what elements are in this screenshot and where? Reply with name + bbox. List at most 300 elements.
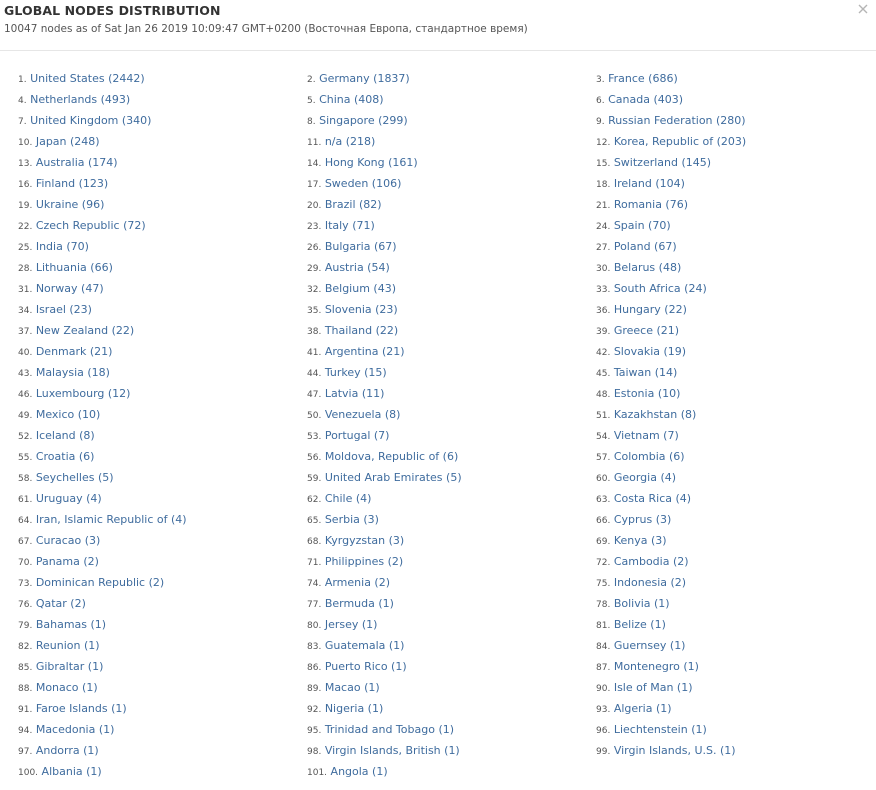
- list-row: [0, 299, 876, 320]
- list-item-rank: 18.: [596, 180, 611, 190]
- country-link[interactable]: Vietnam (7): [613, 429, 679, 442]
- country-link[interactable]: Slovakia (19): [613, 345, 687, 358]
- list-item-rank: 87.: [596, 663, 611, 673]
- list-item: [596, 593, 670, 616]
- list-item-rank: 27.: [596, 243, 611, 253]
- list-item-rank: 83.: [307, 642, 322, 652]
- list-item-rank: 57.: [596, 453, 611, 463]
- country-link[interactable]: Norway (47): [35, 282, 104, 295]
- country-link[interactable]: Spain (70): [613, 219, 671, 232]
- list-item: [307, 677, 380, 700]
- list-item: [307, 68, 410, 91]
- list-item: [18, 89, 130, 112]
- close-icon[interactable]: [857, 3, 869, 15]
- list-row: [0, 383, 876, 404]
- list-item: [18, 404, 100, 427]
- country-link[interactable]: Finland (123): [35, 177, 109, 190]
- list-row: [0, 215, 876, 236]
- list-item-rank: 100.: [18, 768, 39, 778]
- country-link[interactable]: South Africa (24): [613, 282, 707, 295]
- list-item-rank: 94.: [18, 726, 33, 736]
- country-link[interactable]: Bolivia (1): [613, 597, 670, 610]
- list-item-rank: 80.: [307, 621, 322, 631]
- list-item-rank: 22.: [18, 222, 33, 232]
- list-item-rank: 89.: [307, 684, 322, 694]
- country-link[interactable]: Qatar (2): [35, 597, 86, 610]
- country-link[interactable]: Korea, Republic of (203): [613, 135, 747, 148]
- list-item: [18, 194, 104, 217]
- country-link[interactable]: Liechtenstein (1): [613, 723, 707, 736]
- country-link[interactable]: Argentina (21): [324, 345, 405, 358]
- list-item: [307, 278, 396, 301]
- country-link[interactable]: Nigeria (1): [324, 702, 384, 715]
- list-row: [0, 572, 876, 593]
- country-link[interactable]: Portugal (7): [324, 429, 390, 442]
- country-link[interactable]: Croatia (6): [35, 450, 95, 463]
- list-item: [596, 740, 736, 763]
- country-link[interactable]: Montenegro (1): [613, 660, 699, 673]
- country-link[interactable]: Canada (403): [608, 93, 684, 106]
- list-item-rank: 9.: [596, 117, 605, 127]
- list-item: [596, 425, 679, 448]
- country-link[interactable]: Greece (21): [613, 324, 680, 337]
- country-link[interactable]: n/a (218): [324, 135, 376, 148]
- list-item-rank: 10.: [18, 138, 33, 148]
- list-item: [18, 551, 99, 574]
- country-link[interactable]: Lithuania (66): [35, 261, 113, 274]
- country-link[interactable]: Philippines (2): [324, 555, 404, 568]
- list-item-rank: 35.: [307, 306, 322, 316]
- country-link[interactable]: Ukraine (96): [35, 198, 105, 211]
- list-item: [307, 656, 407, 679]
- list-item: [596, 236, 677, 259]
- list-item-rank: 60.: [596, 474, 611, 484]
- country-link[interactable]: Taiwan (14): [613, 366, 678, 379]
- list-item-rank: 17.: [307, 180, 322, 190]
- list-item-rank: 59.: [307, 474, 322, 484]
- list-item-rank: 77.: [307, 600, 322, 610]
- list-item-rank: 44.: [307, 369, 322, 379]
- list-row: [0, 152, 876, 173]
- country-link[interactable]: Kenya (3): [613, 534, 667, 547]
- list-item-rank: 19.: [18, 201, 33, 211]
- list-item: [596, 719, 707, 742]
- country-link[interactable]: Cambodia (2): [613, 555, 689, 568]
- country-link[interactable]: Reunion (1): [35, 639, 100, 652]
- list-item-rank: 98.: [307, 747, 322, 757]
- country-link[interactable]: Cyprus (3): [613, 513, 672, 526]
- list-item-rank: 85.: [18, 663, 33, 673]
- list-item: [307, 299, 398, 322]
- list-row: [0, 509, 876, 530]
- list-item: [307, 152, 418, 175]
- list-item: [307, 362, 387, 385]
- list-item: [307, 383, 384, 406]
- country-link[interactable]: Denmark (21): [35, 345, 113, 358]
- list-item: [18, 236, 89, 259]
- country-link[interactable]: Virgin Islands, British (1): [324, 744, 460, 757]
- list-item: [596, 215, 671, 238]
- list-item: [18, 614, 106, 637]
- list-item-rank: 68.: [307, 537, 322, 547]
- list-item: [596, 194, 688, 217]
- list-item: [18, 425, 95, 448]
- list-item-rank: 40.: [18, 348, 33, 358]
- list-item-rank: 5.: [307, 96, 316, 106]
- country-link[interactable]: Kyrgyzstan (3): [324, 534, 405, 547]
- country-link[interactable]: Faroe Islands (1): [35, 702, 127, 715]
- country-list: [0, 68, 876, 782]
- list-item: [18, 530, 100, 553]
- country-link[interactable]: Russian Federation (280): [608, 114, 746, 127]
- list-item: [307, 404, 400, 427]
- list-item: [307, 320, 398, 343]
- list-item: [307, 236, 397, 259]
- country-link[interactable]: Japan (248): [35, 135, 100, 148]
- list-item: [307, 593, 394, 616]
- list-row: [0, 257, 876, 278]
- list-item-rank: 58.: [18, 474, 33, 484]
- country-link[interactable]: Czech Republic (72): [35, 219, 146, 232]
- list-item-rank: 11.: [307, 138, 322, 148]
- country-link[interactable]: Serbia (3): [324, 513, 379, 526]
- list-item: [18, 152, 118, 175]
- list-item: [596, 110, 746, 133]
- list-item: [307, 131, 375, 154]
- list-item-rank: 54.: [596, 432, 611, 442]
- list-item: [307, 698, 383, 721]
- list-item-rank: 29.: [307, 264, 322, 274]
- country-link[interactable]: Uruguay (4): [35, 492, 102, 505]
- list-row: [0, 131, 876, 152]
- list-item-rank: 101.: [307, 768, 328, 778]
- country-link[interactable]: Brazil (82): [324, 198, 382, 211]
- list-item-rank: 70.: [18, 558, 33, 568]
- list-item: [596, 362, 677, 385]
- list-row: [0, 551, 876, 572]
- list-item: [596, 509, 671, 532]
- list-item: [307, 446, 458, 469]
- country-link[interactable]: France (686): [608, 72, 678, 85]
- list-item-rank: 26.: [307, 243, 322, 253]
- country-link[interactable]: Turkey (15): [324, 366, 387, 379]
- list-item: [596, 278, 707, 301]
- list-item: [18, 68, 145, 91]
- list-item-rank: 16.: [18, 180, 33, 190]
- list-item: [307, 719, 454, 742]
- country-link[interactable]: United States (2442): [30, 72, 145, 85]
- list-item-rank: 51.: [596, 411, 611, 421]
- list-item-rank: 92.: [307, 705, 322, 715]
- country-link[interactable]: Algeria (1): [613, 702, 672, 715]
- list-item-rank: 78.: [596, 600, 611, 610]
- list-item-rank: 46.: [18, 390, 33, 400]
- country-link[interactable]: Belize (1): [613, 618, 666, 631]
- country-link[interactable]: Armenia (2): [324, 576, 391, 589]
- list-item: [596, 551, 689, 574]
- list-item-rank: 25.: [18, 243, 33, 253]
- list-item: [18, 677, 98, 700]
- list-item: [18, 362, 110, 385]
- country-link[interactable]: United Arab Emirates (5): [324, 471, 462, 484]
- list-item-rank: 56.: [307, 453, 322, 463]
- list-item: [596, 257, 681, 280]
- list-item-rank: 2.: [307, 75, 316, 85]
- list-item-rank: 93.: [596, 705, 611, 715]
- country-link[interactable]: Angola (1): [330, 765, 388, 778]
- country-link[interactable]: Macao (1): [324, 681, 380, 694]
- list-item-rank: 79.: [18, 621, 33, 631]
- list-item-rank: 82.: [18, 642, 33, 652]
- list-item-rank: 7.: [18, 117, 27, 127]
- country-link[interactable]: Curacao (3): [35, 534, 101, 547]
- list-item: [307, 572, 390, 595]
- country-link[interactable]: Virgin Islands, U.S. (1): [613, 744, 736, 757]
- list-item: [18, 341, 112, 364]
- list-item-rank: 99.: [596, 747, 611, 757]
- country-link[interactable]: Germany (1837): [319, 72, 410, 85]
- country-link[interactable]: Jersey (1): [324, 618, 378, 631]
- list-item-rank: 55.: [18, 453, 33, 463]
- list-item: [596, 404, 696, 427]
- list-row: [0, 404, 876, 425]
- list-row: [0, 677, 876, 698]
- list-item: [18, 131, 100, 154]
- list-item-rank: 36.: [596, 306, 611, 316]
- country-link[interactable]: Italy (71): [324, 219, 375, 232]
- country-link[interactable]: Venezuela (8): [324, 408, 401, 421]
- list-item-rank: 41.: [307, 348, 322, 358]
- list-item: [307, 110, 408, 133]
- list-item-rank: 20.: [307, 201, 322, 211]
- country-link[interactable]: Bulgaria (67): [324, 240, 397, 253]
- list-row: [0, 593, 876, 614]
- list-row: [0, 467, 876, 488]
- list-item: [18, 467, 114, 490]
- country-link[interactable]: Iran, Islamic Republic of (4): [35, 513, 187, 526]
- country-link[interactable]: Belarus (48): [613, 261, 682, 274]
- list-item-rank: 50.: [307, 411, 322, 421]
- list-row: [0, 194, 876, 215]
- list-row: [0, 425, 876, 446]
- list-item: [18, 383, 130, 406]
- list-item: [596, 131, 746, 154]
- list-item: [307, 215, 375, 238]
- country-link[interactable]: Latvia (11): [324, 387, 385, 400]
- country-link[interactable]: Iceland (8): [35, 429, 95, 442]
- country-link[interactable]: Panama (2): [35, 555, 99, 568]
- list-item: [18, 698, 127, 721]
- list-item: [596, 656, 699, 679]
- country-link[interactable]: Estonia (10): [613, 387, 681, 400]
- country-link[interactable]: Monaco (1): [35, 681, 98, 694]
- list-item: [18, 110, 151, 133]
- list-item-rank: 45.: [596, 369, 611, 379]
- country-link[interactable]: Bermuda (1): [324, 597, 394, 610]
- list-item: [18, 215, 146, 238]
- list-item-rank: 75.: [596, 579, 611, 589]
- country-link[interactable]: Dominican Republic (2): [35, 576, 165, 589]
- country-link[interactable]: Chile (4): [324, 492, 372, 505]
- country-link[interactable]: Poland (67): [613, 240, 677, 253]
- list-item: [596, 488, 691, 511]
- country-link[interactable]: Romania (76): [613, 198, 689, 211]
- list-item: [596, 572, 686, 595]
- list-row: [0, 320, 876, 341]
- country-link[interactable]: Seychelles (5): [35, 471, 114, 484]
- country-link[interactable]: Switzerland (145): [613, 156, 712, 169]
- list-item: [307, 467, 462, 490]
- list-item-rank: 67.: [18, 537, 33, 547]
- list-item-rank: 42.: [596, 348, 611, 358]
- list-item: [18, 593, 86, 616]
- list-item: [18, 509, 187, 532]
- list-item-rank: 8.: [307, 117, 316, 127]
- list-item-rank: 37.: [18, 327, 33, 337]
- country-link[interactable]: Trinidad and Tobago (1): [324, 723, 455, 736]
- list-item-rank: 4.: [18, 96, 27, 106]
- country-link[interactable]: United Kingdom (340): [30, 114, 152, 127]
- country-link[interactable]: Andorra (1): [35, 744, 99, 757]
- list-item-rank: 66.: [596, 516, 611, 526]
- list-item: [307, 173, 401, 196]
- list-row: [0, 488, 876, 509]
- list-item-rank: 15.: [596, 159, 611, 169]
- list-item: [18, 488, 102, 511]
- list-item-rank: 23.: [307, 222, 322, 232]
- list-item-rank: 38.: [307, 327, 322, 337]
- list-item: [596, 68, 678, 91]
- list-item: [596, 173, 685, 196]
- country-link[interactable]: Macedonia (1): [35, 723, 115, 736]
- list-item: [307, 551, 403, 574]
- country-link[interactable]: Australia (174): [35, 156, 118, 169]
- list-row: [0, 698, 876, 719]
- country-link[interactable]: Colombia (6): [613, 450, 685, 463]
- list-item: [307, 740, 460, 763]
- list-item-rank: 1.: [18, 75, 27, 85]
- country-link[interactable]: Guatemala (1): [324, 639, 405, 652]
- country-link[interactable]: Singapore (299): [319, 114, 408, 127]
- list-item-rank: 49.: [18, 411, 33, 421]
- list-item-rank: 72.: [596, 558, 611, 568]
- country-link[interactable]: India (70): [35, 240, 89, 253]
- country-link[interactable]: Thailand (22): [324, 324, 399, 337]
- country-link[interactable]: Israel (23): [35, 303, 92, 316]
- list-item: [307, 488, 371, 511]
- list-item-rank: 12.: [596, 138, 611, 148]
- list-item: [596, 530, 667, 553]
- list-row: [0, 761, 876, 782]
- dialog-title: GLOBAL NODES DISTRIBUTION: [4, 3, 221, 18]
- country-link[interactable]: Hong Kong (161): [324, 156, 418, 169]
- list-item-rank: 33.: [596, 285, 611, 295]
- list-item: [596, 383, 680, 406]
- list-item-rank: 95.: [307, 726, 322, 736]
- list-item: [18, 740, 99, 763]
- list-item-rank: 63.: [596, 495, 611, 505]
- list-item-rank: 21.: [596, 201, 611, 211]
- country-link[interactable]: Netherlands (493): [30, 93, 131, 106]
- list-item: [307, 614, 377, 637]
- list-item-rank: 91.: [18, 705, 33, 715]
- list-item: [307, 530, 404, 553]
- list-item: [307, 89, 384, 112]
- country-link[interactable]: Moldova, Republic of (6): [324, 450, 459, 463]
- list-item-rank: 39.: [596, 327, 611, 337]
- list-item-rank: 88.: [18, 684, 33, 694]
- list-item-rank: 81.: [596, 621, 611, 631]
- list-item: [307, 761, 388, 784]
- list-item-rank: 28.: [18, 264, 33, 274]
- list-item-rank: 96.: [596, 726, 611, 736]
- list-row: [0, 110, 876, 131]
- list-item-rank: 30.: [596, 264, 611, 274]
- list-item: [18, 257, 113, 280]
- country-link[interactable]: Austria (54): [324, 261, 390, 274]
- list-item: [307, 341, 405, 364]
- list-item: [18, 656, 103, 679]
- list-item-rank: 84.: [596, 642, 611, 652]
- list-item-rank: 62.: [307, 495, 322, 505]
- country-link[interactable]: Albania (1): [41, 765, 102, 778]
- country-link[interactable]: Gibraltar (1): [35, 660, 104, 673]
- list-item: [18, 320, 134, 343]
- list-row: [0, 656, 876, 677]
- list-row: [0, 173, 876, 194]
- country-link[interactable]: New Zealand (22): [35, 324, 135, 337]
- list-item: [307, 425, 389, 448]
- list-item: [596, 614, 666, 637]
- list-row: [0, 614, 876, 635]
- list-item-rank: 53.: [307, 432, 322, 442]
- list-item: [18, 299, 92, 322]
- country-link[interactable]: Isle of Man (1): [613, 681, 693, 694]
- list-item: [18, 572, 164, 595]
- list-item: [18, 719, 114, 742]
- country-link[interactable]: Guernsey (1): [613, 639, 686, 652]
- country-link[interactable]: Malaysia (18): [35, 366, 110, 379]
- country-link[interactable]: China (408): [319, 93, 384, 106]
- country-link[interactable]: Luxembourg (12): [35, 387, 131, 400]
- list-row: [0, 740, 876, 761]
- list-item-rank: 90.: [596, 684, 611, 694]
- country-link[interactable]: Belgium (43): [324, 282, 397, 295]
- list-item-rank: 52.: [18, 432, 33, 442]
- country-link[interactable]: Costa Rica (4): [613, 492, 692, 505]
- country-link[interactable]: Kazakhstan (8): [613, 408, 697, 421]
- list-item: [307, 194, 382, 217]
- list-item: [596, 467, 676, 490]
- list-item-rank: 47.: [307, 390, 322, 400]
- country-link[interactable]: Georgia (4): [613, 471, 677, 484]
- list-item: [307, 635, 404, 658]
- country-link[interactable]: Slovenia (23): [324, 303, 398, 316]
- list-item-rank: 14.: [307, 159, 322, 169]
- list-item-rank: 32.: [307, 285, 322, 295]
- country-link[interactable]: Mexico (10): [35, 408, 101, 421]
- country-link[interactable]: Bahamas (1): [35, 618, 107, 631]
- country-link[interactable]: Puerto Rico (1): [324, 660, 407, 673]
- list-row: [0, 68, 876, 89]
- list-item-rank: 73.: [18, 579, 33, 589]
- country-link[interactable]: Hungary (22): [613, 303, 687, 316]
- list-row: [0, 446, 876, 467]
- country-link[interactable]: Ireland (104): [613, 177, 685, 190]
- list-row: [0, 89, 876, 110]
- country-link[interactable]: Indonesia (2): [613, 576, 687, 589]
- country-link[interactable]: Sweden (106): [324, 177, 402, 190]
